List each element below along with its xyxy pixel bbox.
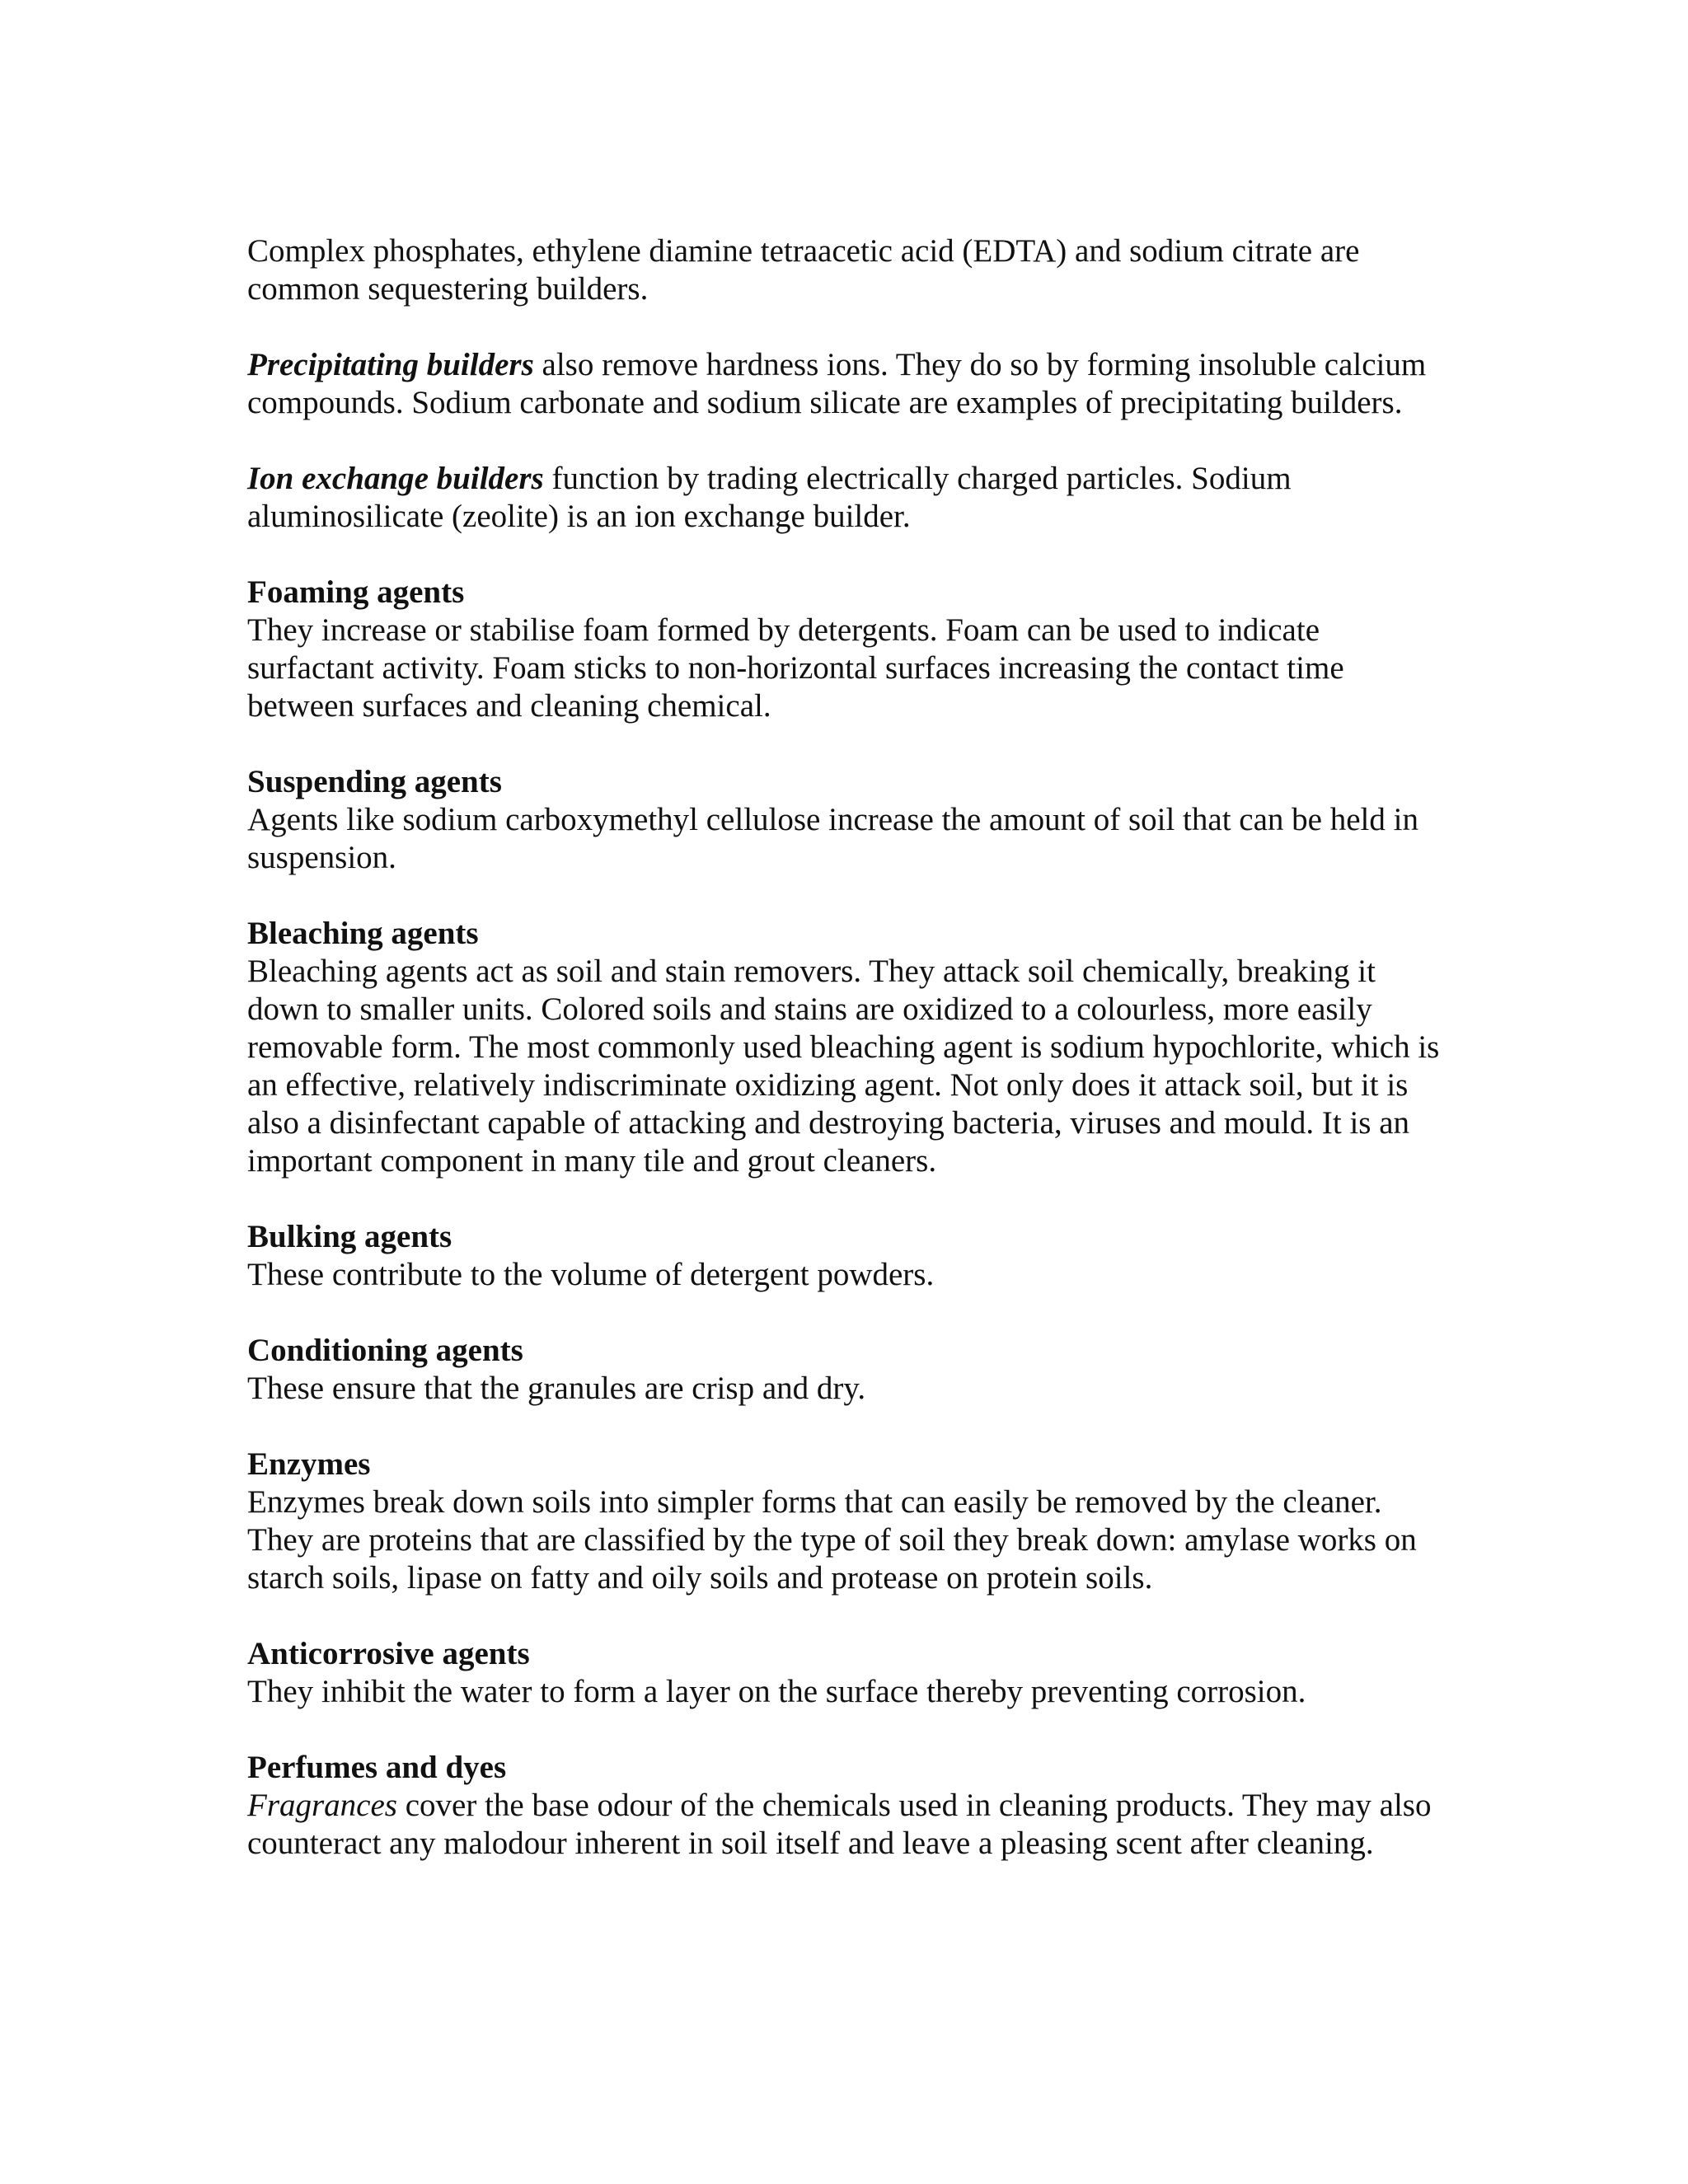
precipitating-paragraph xyxy=(247,346,1451,422)
enzymes-section xyxy=(247,1446,1451,1597)
document-body xyxy=(247,232,1451,1900)
ion-exchange-paragraph xyxy=(247,460,1451,536)
perfumes-paragraph xyxy=(247,1787,1451,1863)
precipitating-text: also remove hardness ions. They do so by forming insoluble calcium compounds. Sodium carbonate and sodium silicate are examples of precipitating builders. xyxy=(247,347,1427,420)
perfumes-heading: Perfumes and dyes xyxy=(247,1750,507,1785)
precipitating-term: Precipitating builders xyxy=(247,347,534,382)
bleaching-heading: Bleaching agents xyxy=(247,916,479,951)
conditioning-heading: Conditioning agents xyxy=(247,1333,523,1368)
bulking-body: These contribute to the volume of detergent powders. xyxy=(247,1257,935,1292)
suspending-section xyxy=(247,763,1451,877)
foaming-heading: Foaming agents xyxy=(247,574,465,610)
foaming-section xyxy=(247,574,1451,725)
perfumes-section xyxy=(247,1749,1451,1863)
sequestering-text: Complex phosphates, ethylene diamine tetraacetic acid (EDTA) and sodium citrate are common sequestering builders. xyxy=(247,233,1360,307)
enzymes-heading: Enzymes xyxy=(247,1446,371,1482)
suspending-heading: Suspending agents xyxy=(247,764,502,799)
bulking-section xyxy=(247,1218,1451,1294)
anticorrosive-section xyxy=(247,1635,1451,1711)
bulking-heading: Bulking agents xyxy=(247,1219,452,1254)
bleaching-section xyxy=(247,915,1451,1180)
enzymes-body: Enzymes break down soils into simpler forms that can easily be removed by the cleaner. They are proteins that are classified by the type of soil they break down: amylase works on starch soils, lipase on fatty and oily soils and protease on protein soils. xyxy=(247,1484,1417,1596)
ion-exchange-text: function by trading electrically charged particles. Sodium aluminosilicate (zeolite) is an ion exchange builder. xyxy=(247,461,1292,534)
conditioning-section xyxy=(247,1332,1451,1408)
conditioning-body: These ensure that the granules are crisp and dry. xyxy=(247,1371,866,1406)
sequestering-paragraph xyxy=(247,232,1451,308)
foaming-body: They increase or stabilise foam formed by detergents. Foam can be used to indicate surfactant activity. Foam sticks to non-horizontal surfaces increasing the contact time between surfaces and cleaning chemical. xyxy=(247,612,1344,724)
anticorrosive-body: They inhibit the water to form a layer on the surface thereby preventing corrosion. xyxy=(247,1674,1306,1709)
anticorrosive-heading: Anticorrosive agents xyxy=(247,1636,530,1671)
fragrances-term: Fragrances xyxy=(247,1788,397,1823)
perfumes-body: cover the base odour of the chemicals used in cleaning products. They may also counteract any malodour inherent in soil itself and leave a pleasing scent after cleaning. xyxy=(247,1788,1432,1861)
suspending-body: Agents like sodium carboxymethyl cellulose increase the amount of soil that can be held in suspension. xyxy=(247,802,1418,875)
ion-exchange-term: Ion exchange builders xyxy=(247,461,544,496)
bleaching-body: Bleaching agents act as soil and stain removers. They attack soil chemically, breaking it down to smaller units. Colored soils and stains are oxidized to a colourless, more easily removable form. The most commonly used bleaching agent is sodium hypochlorite, which is an effective, relatively indiscriminate oxidizing agent. Not only does it attack soil, but it is also a disinfectant capable of attacking and destroying bacteria, viruses and mould. It is an important component in many tile and grout cleaners. xyxy=(247,954,1440,1179)
